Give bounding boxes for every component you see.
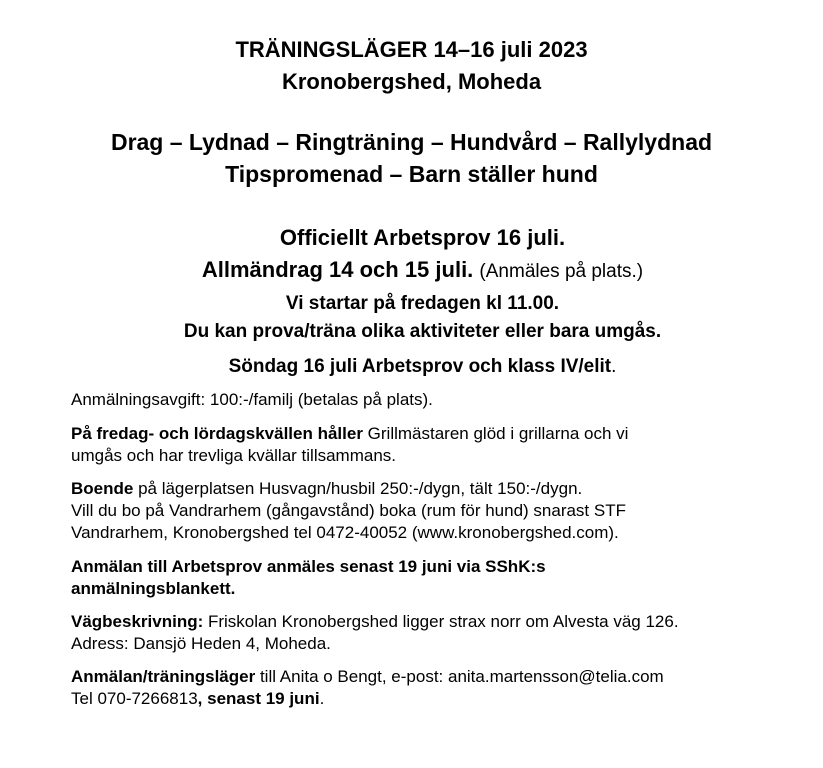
evenings-text-1: Grillmästaren glöd i grillarna och vi xyxy=(362,424,629,443)
fee-paragraph xyxy=(71,389,811,411)
page-title: TRÄNINGSLÄGER 14–16 juli 2023 xyxy=(235,37,588,62)
lodging-paragraph xyxy=(71,478,811,544)
sunday-text: Söndag 16 juli Arbetsprov och klass IV/elit xyxy=(228,356,612,377)
events xyxy=(0,222,823,288)
activities-line-2: Tipspromenad – Barn ställer hund xyxy=(225,161,598,187)
lodging-text-1: på lägerplatsen Husvagn/husbil 250:-/dygn, tält 150:-/dygn. xyxy=(133,479,583,498)
evenings-line-2: umgås och har trevliga kvällar tillsammans. xyxy=(71,446,397,465)
general-pull-note: (Anmäles på plats.) xyxy=(479,261,644,282)
registration-test-line-1: Anmälan till Arbetsprov anmäles senast 19 juni via SShK:s xyxy=(71,557,546,576)
directions-bold: Vägbeskrivning: xyxy=(71,612,204,631)
general-pull-text: Allmändrag 14 och 15 juli. xyxy=(201,257,474,282)
registration-test-line-2: anmälningsblankett. xyxy=(71,579,236,598)
evenings-paragraph xyxy=(71,423,811,467)
deadline-text: , senast 19 juni xyxy=(197,689,320,708)
lodging-line-2: Vill du bo på Vandrarhem (gångavstånd) boka (rum för hund) snarast STF xyxy=(71,501,626,520)
fee-text: Anmälningsavgift: 100:-/familj (betalas på plats). xyxy=(71,390,433,409)
start-info xyxy=(0,290,823,346)
lodging-line-1 xyxy=(71,478,811,500)
registration-camp-line-1 xyxy=(71,666,811,688)
header xyxy=(0,34,823,98)
directions-line-2: Adress: Dansjö Heden 4, Moheda. xyxy=(71,634,331,653)
phone-number: Tel 070-7266813 xyxy=(71,689,198,708)
activities-line-1: Drag – Lydnad – Ringträning – Hundvård – Rallylydnad xyxy=(110,129,713,155)
registration-camp-text-1: till Anita o Bengt, e-post: anita.martensson@telia.com xyxy=(255,667,664,686)
registration-camp-line-2 xyxy=(71,688,811,710)
evenings-bold: På fredag- och lördagskvällen håller xyxy=(71,424,363,443)
evenings-line-1 xyxy=(71,423,811,445)
registration-camp-bold: Anmälan/träningsläger xyxy=(71,667,256,686)
registration-test-paragraph xyxy=(71,556,811,600)
official-test-line: Officiellt Arbetsprov 16 juli. xyxy=(279,225,566,250)
registration-camp-paragraph xyxy=(71,666,811,710)
lodging-line-3: Vandrarhem, Kronobergshed tel 0472-40052 (www.kronobergshed.com). xyxy=(71,523,619,542)
directions-text-1: Friskolan Kronobergshed ligger strax norr om Alvesta väg 126. xyxy=(203,612,679,631)
start-line-2: Du kan prova/träna olika aktiviteter eller bara umgås. xyxy=(183,321,662,342)
directions-line-1 xyxy=(71,611,811,633)
activities xyxy=(0,126,823,190)
closing-period: . xyxy=(319,689,325,708)
sunday-period: . xyxy=(611,356,617,377)
lodging-bold: Boende xyxy=(71,479,134,498)
directions-paragraph xyxy=(71,611,811,655)
sunday-info xyxy=(0,353,823,381)
general-pull-line xyxy=(0,254,823,288)
location-subtitle: Kronobergshed, Moheda xyxy=(281,69,542,94)
start-line-1: Vi startar på fredagen kl 11.00. xyxy=(285,293,560,314)
